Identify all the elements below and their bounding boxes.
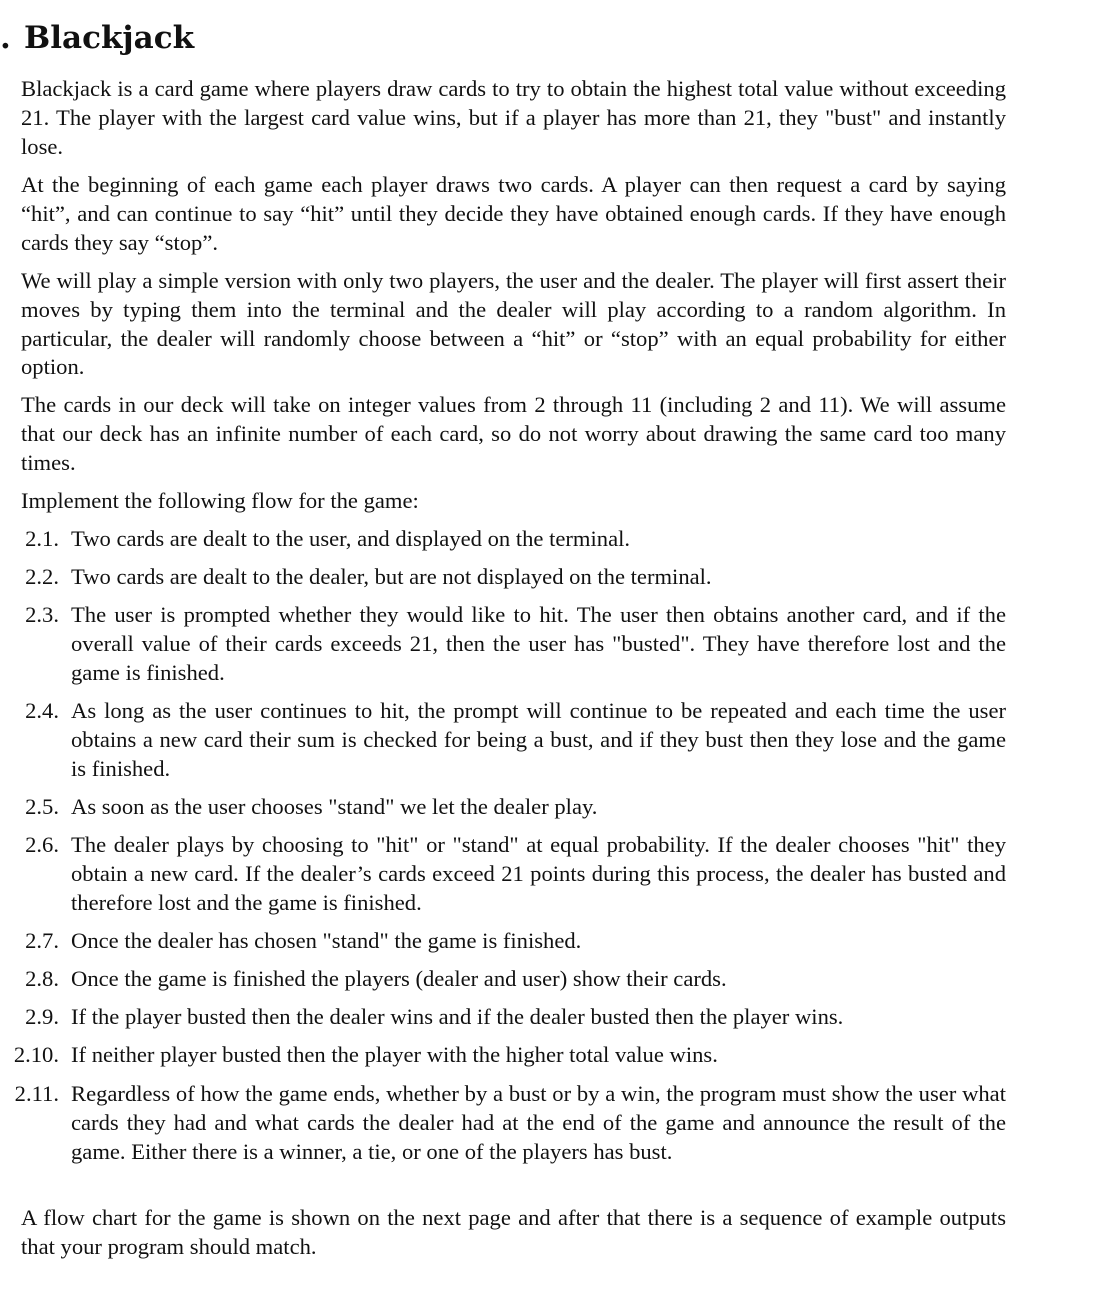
intro-paragraph: Blackjack is a card game where players draw cards to try to obtain the highest total value without exceeding 21. The player with the largest card value wins, but if a player has more than 21, they "bust" and instantly lose. [21, 76, 1006, 159]
list-item-number: 2.8. [25, 966, 59, 991]
rules-paragraph: At the beginning of each game each player draws two cards. A player can then request a card by saying “hit”, and can continue to say “hit” until they decide they have obtained enough cards. If they have enough cards they say “stop”. [21, 172, 1006, 255]
list-item-number: 2.4. [25, 698, 59, 723]
section-number: . [0, 20, 11, 56]
list-item-number: 2.6. [25, 832, 59, 857]
section-title: Blackjack [24, 20, 195, 56]
list-item-text: The user is prompted whether they would like to hit. The user then obtains another card, and if the overall value of their cards exceeds 21, then the user has "busted". They have therefore lost and the game is finished. [71, 602, 1006, 685]
list-item-number: 2.1. [25, 526, 59, 551]
list-item-number: 2.11. [14, 1081, 59, 1106]
list-item-text: Once the game is finished the players (dealer and user) show their cards. [71, 966, 727, 991]
deck-paragraph: The cards in our deck will take on integer values from 2 through 11 (including 2 and 11). We will assume that our deck has an infinite number of each card, so do not worry about drawing the same card too many times. [21, 392, 1006, 475]
list-item-number: 2.5. [25, 794, 59, 819]
flow-intro-paragraph: Implement the following flow for the game: [21, 488, 419, 513]
closing-paragraph: A flow chart for the game is shown on the next page and after that there is a sequence of example outputs that your program should match. [21, 1205, 1006, 1259]
list-item-text: Once the dealer has chosen "stand" the game is finished. [71, 928, 582, 953]
list-item-number: 2.2. [25, 564, 59, 589]
list-item-text: Two cards are dealt to the user, and displayed on the terminal. [71, 526, 631, 551]
list-item-number: 2.9. [25, 1004, 59, 1029]
section-heading [0, 16, 194, 60]
list-item-text: Two cards are dealt to the dealer, but are not displayed on the terminal. [71, 564, 712, 589]
list-item-number: 2.3. [25, 602, 59, 627]
list-item-text: As soon as the user chooses "stand" we let the dealer play. [71, 794, 598, 819]
list-item-number: 2.7. [25, 928, 59, 953]
list-item-number: 2.10. [13, 1042, 59, 1067]
list-item-text: As long as the user continues to hit, the prompt will continue to be repeated and each time the user obtains a new card their sum is checked for being a bust, and if they bust then they lose and the game is finished. [71, 698, 1006, 781]
list-item-text: If the player busted then the dealer wins and if the dealer busted then the player wins. [71, 1004, 844, 1029]
list-item-text: The dealer plays by choosing to "hit" or "stand" at equal probability. If the dealer chooses "hit" they obtain a new card. If the dealer’s cards exceed 21 points during this process, the dealer has busted and therefore lost and the game is finished. [71, 832, 1006, 915]
version-paragraph: We will play a simple version with only two players, the user and the dealer. The player will first assert their moves by typing them into the terminal and the dealer will play according to a random algorithm. In particular, the dealer will randomly choose between a “hit” or “stop” with an equal probability for either option. [21, 268, 1006, 380]
list-item-text: Regardless of how the game ends, whether by a bust or by a win, the program must show the user what cards they had and what cards the dealer had at the end of the game and announce the result of the game. Either there is a winner, a tie, or one of the players has bust. [71, 1081, 1006, 1164]
list-item-text: If neither player busted then the player with the higher total value wins. [71, 1042, 718, 1067]
